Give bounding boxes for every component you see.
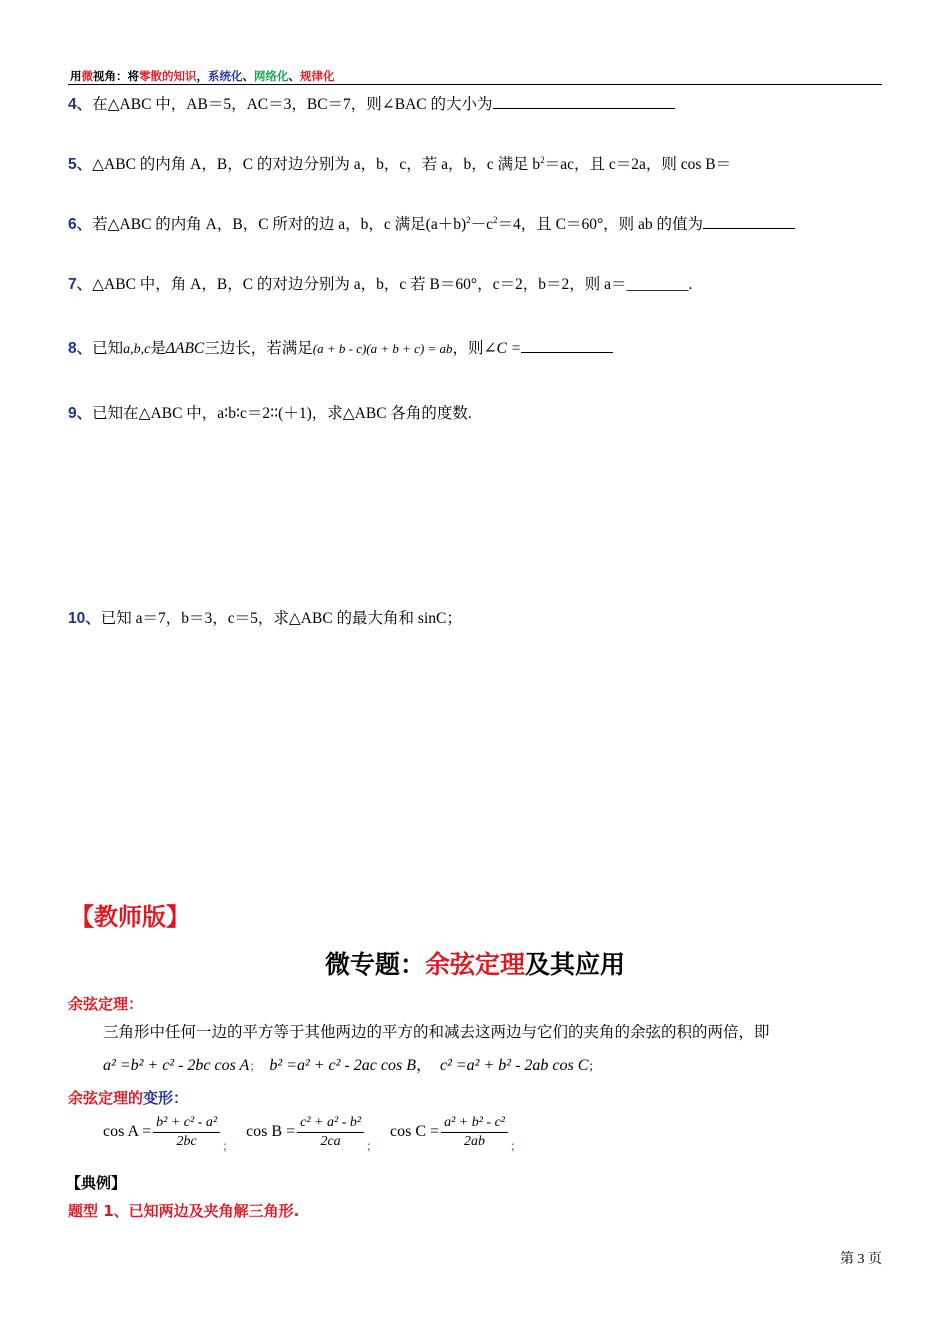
answer-blank[interactable] [521, 337, 613, 353]
math-triangle: ΔABC [165, 340, 205, 357]
variant-label-b: 变形： [143, 1089, 189, 1107]
title-prefix: 微专题： [324, 950, 425, 979]
question-number: 4、 [68, 96, 93, 113]
question-number: 7、 [68, 276, 93, 293]
question-number: 6、 [68, 216, 93, 233]
header-text-2: 微 [81, 69, 93, 83]
separator: ； [510, 1139, 523, 1154]
question-text: 三边长，若满足 [204, 340, 313, 357]
question-text: 在△ABC 中，AB＝5，AC＝3，BC＝7，则∠BAC 的大小为 [92, 96, 493, 113]
fraction-numerator: c² + a² - b² [297, 1115, 364, 1133]
separator: ； [222, 1139, 235, 1154]
question-type-1: 题型 1、已知两边及夹角解三角形. [68, 1202, 300, 1220]
question-text: 若△ABC 的内角 A，B，C 所对的边 a，b，c 满足(a＋b) [92, 216, 467, 233]
header-text-9: 、 [288, 69, 300, 83]
page-header [70, 68, 335, 84]
math-angle: ∠C = [483, 340, 522, 357]
question-9 [68, 401, 472, 423]
teacher-version-label: 【教师版】 [70, 903, 190, 931]
question-text: －c [470, 216, 494, 233]
header-text-4: 零散的知识 [139, 69, 197, 83]
question-7 [68, 272, 692, 294]
question-text: ＝ac，且 c＝2a，则 cos B＝ [544, 156, 732, 173]
question-10 [68, 606, 462, 628]
question-text: 已知在△ABC 中，a∶b∶c＝2∶∶(＋1)，求△ABC 各角的度数. [92, 405, 472, 422]
question-number: 10、 [68, 610, 101, 627]
separator: ； [588, 1059, 601, 1073]
superscript: 2 [540, 154, 545, 165]
header-text-6: 系统化 [208, 69, 243, 83]
question-number: 8、 [68, 340, 93, 357]
formula-c: c² =a² + b² - 2ab cos C [439, 1057, 589, 1074]
answer-blank[interactable] [493, 93, 675, 109]
cosine-law-label: 余弦定理： [68, 995, 144, 1013]
formula-a: a² =b² + c² - 2bc cos A [103, 1057, 250, 1074]
question-number: 5、 [68, 156, 93, 173]
math-expression: (a + b - c)(a + b + c) = ab [312, 341, 453, 356]
question-number: 9、 [68, 405, 93, 422]
fraction-numerator: b² + c² - a² [153, 1115, 220, 1133]
question-text: △ABC 的内角 A，B，C 的对边分别为 a，b，c，若 a，b，c 满足 b [92, 156, 541, 173]
title-suffix: 及其应用 [525, 950, 626, 979]
header-text-5: ， [196, 69, 208, 83]
question-text: △ABC 中，角 A，B，C 的对边分别为 a，b，c 若 B＝60°，c＝2，b＝2，则 a＝________. [92, 276, 693, 293]
page-number: 第 3 页 [840, 1252, 882, 1267]
variant-formulas [103, 1115, 522, 1154]
variant-label-a: 余弦定理的 [68, 1089, 144, 1107]
page-title [0, 945, 950, 981]
math-vars: a,b,c [123, 342, 151, 357]
fraction-cos-c [441, 1115, 508, 1150]
question-text: ＝4，且 C＝60°，则 ab 的值为 [497, 216, 704, 233]
header-text-7: 、 [242, 69, 254, 83]
question-6 [68, 212, 795, 234]
question-text: 是 [150, 340, 166, 357]
variant-lhs: cos B = [246, 1123, 296, 1141]
fraction-numerator: a² + b² - c² [441, 1115, 508, 1133]
superscript: 2 [466, 214, 471, 225]
header-text-1: 用 [70, 69, 82, 83]
header-text-8: 网络化 [254, 69, 289, 83]
fraction-cos-a [153, 1115, 220, 1150]
separator: ； [366, 1139, 379, 1154]
cosine-law-description: 三角形中任何一边的平方等于其他两边的平方的和减去这两边与它们的夹角的余弦的积的两倍，即 [103, 1024, 770, 1041]
question-text: 已知 a＝7，b＝3，c＝5，求△ABC 的最大角和 sinC； [100, 610, 462, 627]
separator: ； [249, 1059, 262, 1073]
question-text: ，则 [452, 340, 484, 357]
question-8 [68, 336, 613, 358]
variant-lhs: cos A = [103, 1123, 152, 1141]
header-text-3: 视角：将 [93, 69, 139, 83]
fraction-denominator: 2ab [464, 1134, 486, 1149]
question-4 [68, 92, 675, 114]
separator: ， [415, 1057, 432, 1074]
title-highlight: 余弦定理 [424, 950, 525, 979]
cosine-law-formulas [103, 1052, 600, 1075]
question-5 [68, 152, 731, 174]
example-label: 【典例】 [66, 1174, 127, 1192]
question-text: 已知 [92, 340, 124, 357]
fraction-denominator: 2ca [320, 1134, 341, 1149]
variant-lhs: cos C = [390, 1123, 440, 1141]
header-text-10: 规律化 [300, 69, 335, 83]
answer-blank[interactable] [703, 213, 795, 229]
superscript: 2 [493, 214, 498, 225]
header-divider [68, 84, 882, 85]
fraction-denominator: 2bc [176, 1134, 197, 1149]
variant-label [68, 1087, 188, 1108]
formula-b: b² =a² + c² - 2ac cos B [269, 1057, 416, 1074]
fraction-cos-b [297, 1115, 364, 1150]
